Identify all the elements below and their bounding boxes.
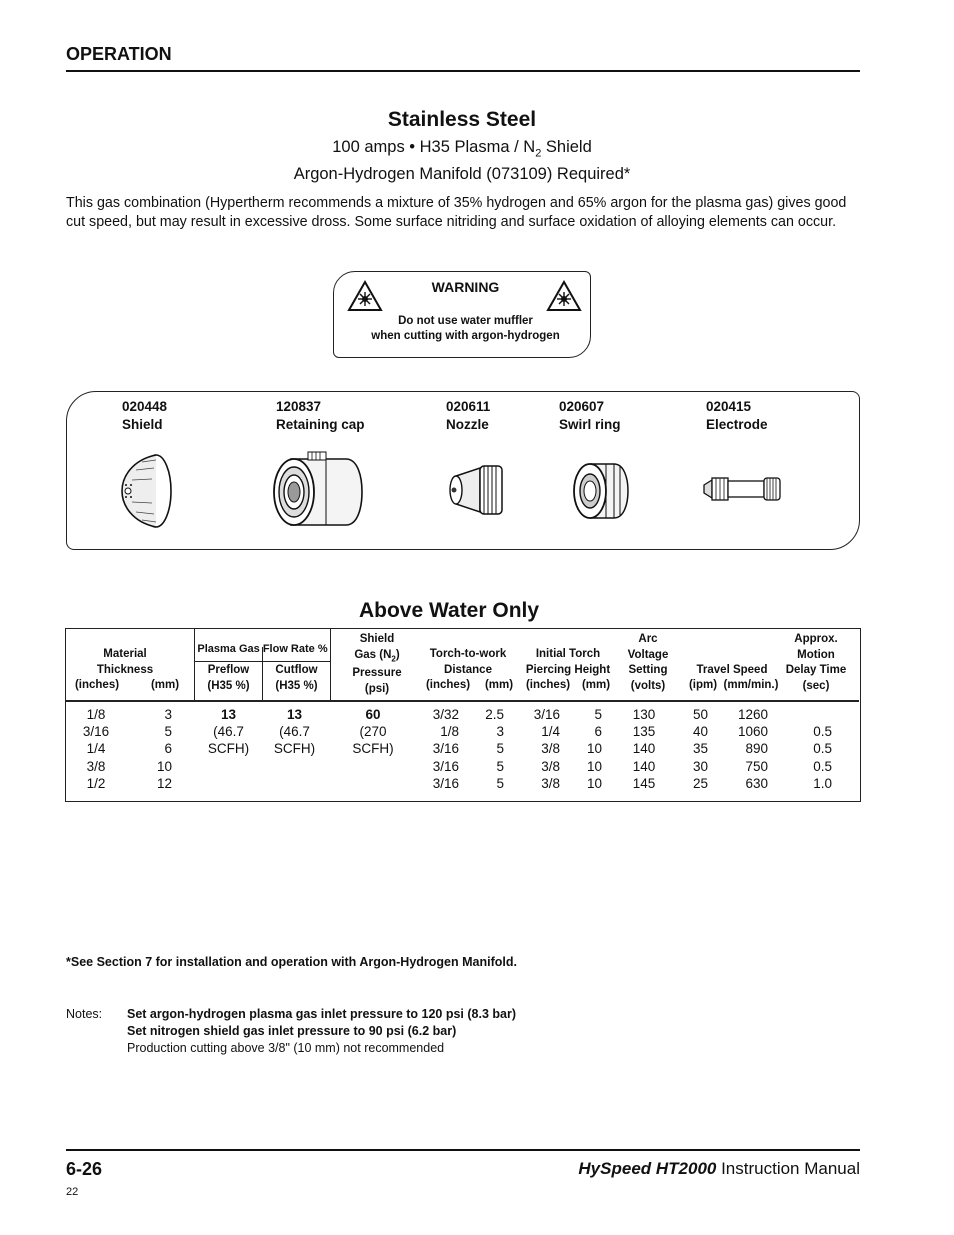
- table-cell: 890: [745, 741, 768, 757]
- header-divider: [194, 661, 330, 662]
- table-cell: [796, 706, 832, 723]
- table-cell: 145: [632, 775, 656, 791]
- table-cell: 3/8: [541, 758, 560, 774]
- swirl-ring-illustration: [570, 460, 630, 522]
- header-shield-gas: Shield Gas $(N_2)$ Pressure (psi): [352, 633, 402, 695]
- subtitle-process: 100 amps • H35 Plasma / $N_2$ Shield: [332, 138, 592, 160]
- part-name-nozzle: Nozzle: [446, 417, 489, 432]
- table-cell: 1.0: [813, 775, 832, 791]
- header-pierce-mm: (mm): [581, 679, 611, 691]
- table-cell: 3/16: [82, 724, 110, 740]
- column-torch-mm: [472, 706, 504, 792]
- table-cell: 3: [496, 724, 504, 740]
- section-heading: OPERATION: [66, 44, 172, 64]
- table-cell: 1/8: [440, 724, 459, 740]
- warning-title: WARNING: [431, 279, 500, 295]
- header-plasma-flow: Plasma Gas Flow Rate %: [197, 643, 328, 655]
- column-travel-ipm: [682, 706, 708, 792]
- column-torch-inches: [422, 706, 459, 792]
- header-travel-mmmin: (mm/min.): [723, 679, 779, 691]
- table-cell: 2.5: [485, 707, 504, 722]
- warning-message: Do not use water muffler when cutting with argon-hydrogen: [371, 315, 560, 342]
- part-number-shield: 020448: [122, 399, 168, 414]
- column-pierce-mm: [572, 706, 602, 792]
- table-cell: 10: [586, 758, 602, 774]
- table-cell: 5: [496, 741, 504, 757]
- sheet-number: 22: [66, 1186, 79, 1198]
- page-number: 6-26: [66, 1159, 103, 1179]
- header-divider: [330, 629, 331, 700]
- table-cell: 630: [745, 775, 768, 791]
- header-rule: [66, 700, 859, 702]
- header-delay-time: Approx. Motion Delay Time (sec): [785, 633, 847, 692]
- table-cell: 5: [594, 707, 602, 722]
- note-item: Production cutting above 3/8" (10 mm) not recommended: [127, 1041, 445, 1055]
- table-cell: 3/16: [432, 775, 459, 791]
- preflow-values: 13 (46.7 SCFH): [207, 707, 250, 757]
- notes-label: Notes:: [66, 1007, 103, 1021]
- part-name-electrode: Electrode: [706, 417, 768, 432]
- header-torch-mm: (mm): [484, 679, 514, 691]
- manual-title: [578, 1159, 860, 1179]
- header-pierce-height: Initial Torch Piercing Height: [525, 648, 611, 676]
- table-cell: 5: [496, 758, 504, 774]
- part-number-electrode: 020415: [706, 399, 752, 414]
- electrode-illustration: [702, 472, 782, 506]
- table-cell: 130: [632, 707, 656, 722]
- shield-illustration: [112, 452, 174, 530]
- table-cell: 10: [586, 741, 602, 757]
- table-cell: 1/8: [86, 707, 106, 722]
- header-travel-speed: Travel Speed: [696, 664, 768, 676]
- manual-label: Instruction Manual: [716, 1159, 860, 1178]
- nozzle-illustration: [446, 462, 506, 518]
- part-name-swirl-ring: Swirl ring: [559, 417, 621, 432]
- header-material: Material Thickness: [96, 648, 154, 676]
- table-cell: 1260: [737, 707, 768, 722]
- table-cell: 140: [632, 741, 656, 757]
- table-cell: 1/4: [86, 741, 106, 757]
- retaining-cap-illustration: [268, 447, 364, 537]
- header-preflow: Preflow (H35 %): [207, 664, 250, 692]
- table-cell: 3/8: [541, 741, 560, 757]
- brand-name: HySpeed HT2000: [578, 1159, 717, 1178]
- table-cell: 750: [745, 758, 768, 774]
- table-cell: 135: [632, 724, 656, 740]
- column-travel-mmmin: [726, 706, 768, 792]
- table-cell: 1/4: [541, 724, 560, 740]
- cut-chart-table: [65, 628, 861, 802]
- table-cell: 3/16: [432, 758, 459, 774]
- note-item: Set argon-hydrogen plasma gas inlet pressure to 120 psi (8.3 bar): [127, 1007, 517, 1021]
- page-title: Stainless Steel: [387, 108, 537, 131]
- top-rule: [66, 70, 860, 72]
- header-torch-inches: (inches): [425, 679, 471, 691]
- table-cell: 6: [164, 741, 172, 757]
- header-torch-distance: Torch-to-work Distance: [429, 648, 507, 676]
- table-cell: 0.5: [813, 758, 832, 774]
- table-cell: 3/16: [533, 707, 560, 722]
- column-pierce-inches: [522, 706, 560, 792]
- header-travel-ipm: (ipm): [688, 679, 718, 691]
- table-cell: 0.5: [813, 741, 832, 757]
- column-delay-time: [796, 706, 832, 792]
- table-cell: 12: [156, 775, 172, 791]
- header-material-mm: (mm): [150, 679, 180, 691]
- table-cell: 3/16: [432, 741, 459, 757]
- table-cell: 35: [692, 741, 708, 757]
- table-cell: 3: [164, 707, 172, 722]
- bottom-rule: [66, 1149, 860, 1151]
- table-cell: 3/8: [86, 758, 106, 774]
- table-cell: 3/8: [541, 775, 560, 791]
- table-cell: 1/2: [86, 775, 106, 791]
- footnote: *See Section 7 for installation and operation with Argon-Hydrogen Manifold.: [66, 955, 517, 969]
- table-cell: 40: [692, 724, 708, 740]
- table-cell: 6: [594, 724, 602, 740]
- cut-chart-title: Above Water Only: [358, 599, 540, 622]
- header-arc-voltage: Arc Voltage Setting (volts): [627, 633, 669, 692]
- table-cell: 5: [496, 775, 504, 791]
- table-cell: 5: [164, 724, 172, 740]
- column-thickness-inches: [74, 706, 118, 792]
- part-name-retaining-cap: Retaining cap: [276, 417, 365, 432]
- table-cell: 30: [692, 758, 708, 774]
- intro-paragraph: This gas combination (Hypertherm recommends a mixture of 35% hydrogen and 65% argon for the plasma gas) gives good cut speed, but may result in excessive dross. Some surface nitriding and surface oxidation of alloying elements can occur.: [66, 195, 847, 230]
- column-thickness-mm: [140, 706, 172, 792]
- header-material-inches: (inches): [74, 679, 120, 691]
- table-cell: 10: [156, 758, 172, 774]
- table-cell: 50: [692, 707, 708, 722]
- cutflow-values: 13 (46.7 SCFH): [273, 707, 316, 757]
- part-number-retaining-cap: 120837: [276, 399, 322, 414]
- table-cell: 10: [586, 775, 602, 791]
- table-cell: 25: [692, 775, 708, 791]
- table-cell: 1060: [737, 724, 768, 740]
- table-cell: 140: [632, 758, 656, 774]
- shield-gas-values: 60 (270 SCFH): [352, 707, 394, 757]
- note-item: Set nitrogen shield gas inlet pressure to 90 psi (6.2 bar): [127, 1024, 457, 1038]
- header-pierce-inches: (inches): [525, 679, 571, 691]
- table-cell: 0.5: [813, 724, 832, 740]
- subtitle-manifold: Argon-Hydrogen Manifold (073109) Required*: [293, 165, 631, 183]
- part-number-nozzle: 020611: [446, 399, 491, 414]
- header-cutflow: Cutflow (H35 %): [275, 664, 318, 692]
- table-cell: 3/32: [432, 707, 459, 722]
- part-number-swirl-ring: 020607: [559, 399, 605, 414]
- column-arc-voltage: [622, 706, 666, 792]
- part-name-shield: Shield: [122, 417, 163, 432]
